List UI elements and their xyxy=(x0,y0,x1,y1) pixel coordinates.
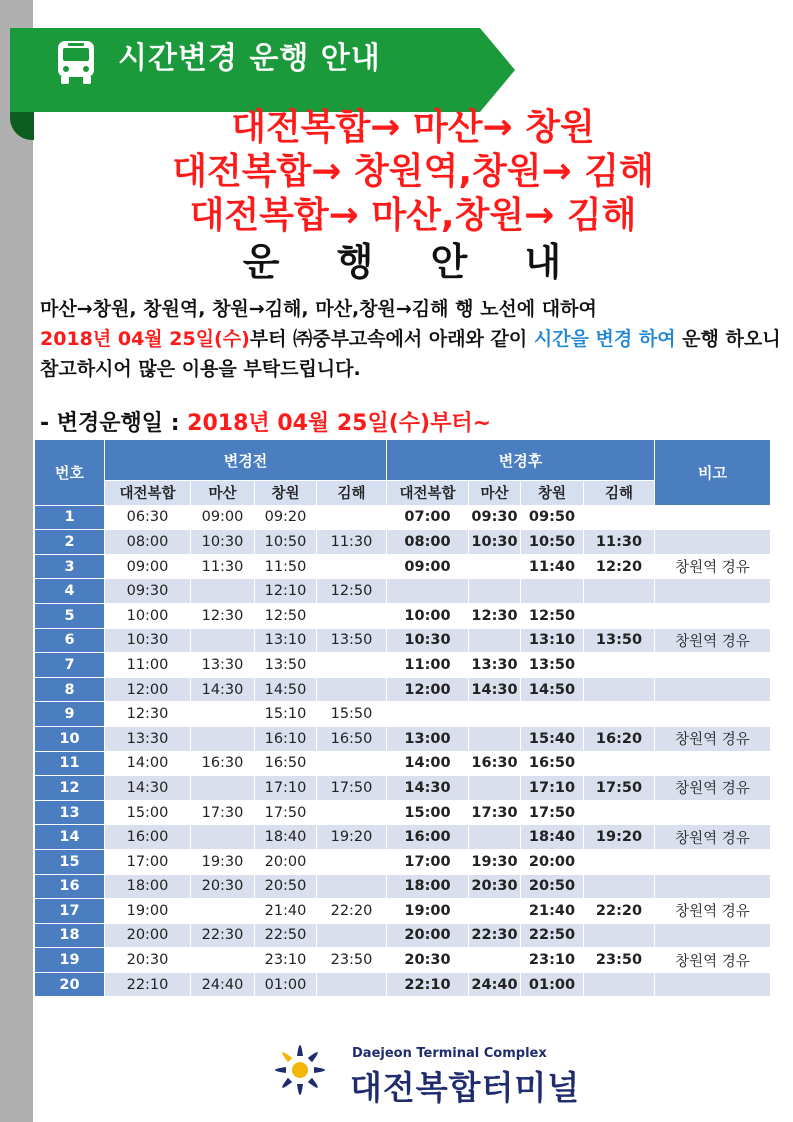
header-number: 번호 xyxy=(35,440,105,506)
time-cell: 13:00 xyxy=(387,726,469,751)
table-row xyxy=(35,603,771,628)
route-line-1: 대전복합→ 마산→ 창원 xyxy=(231,107,595,148)
table-row xyxy=(35,972,771,997)
time-cell xyxy=(584,923,655,948)
time-cell: 09:00 xyxy=(191,505,255,530)
notice-line1: 마산→창원, 창원역, 창원→김해, 마산,창원→김해 행 노선에 대하여 xyxy=(40,298,597,320)
row-number: 20 xyxy=(35,972,105,997)
logo-english: Daejeon Terminal Complex xyxy=(352,1046,547,1061)
time-cell xyxy=(191,726,255,751)
time-cell: 23:50 xyxy=(584,948,655,973)
time-cell: 20:30 xyxy=(469,874,521,899)
table-row xyxy=(35,923,771,948)
time-cell xyxy=(317,603,387,628)
time-cell: 01:00 xyxy=(521,972,584,997)
time-cell xyxy=(469,825,521,850)
row-number: 7 xyxy=(35,653,105,678)
time-cell: 24:40 xyxy=(191,972,255,997)
time-cell xyxy=(469,948,521,973)
time-cell: 22:50 xyxy=(255,923,317,948)
time-cell: 13:30 xyxy=(105,726,191,751)
time-cell: 12:50 xyxy=(317,579,387,604)
time-cell: 20:50 xyxy=(255,874,317,899)
time-cell: 22:30 xyxy=(191,923,255,948)
time-cell: 13:30 xyxy=(469,653,521,678)
time-cell: 20:50 xyxy=(521,874,584,899)
time-cell xyxy=(584,653,655,678)
table-row xyxy=(35,849,771,874)
time-cell xyxy=(191,579,255,604)
time-cell: 10:30 xyxy=(469,530,521,555)
change-date-value: 2018년 04월 25일(수)부터~ xyxy=(187,411,492,436)
table-row xyxy=(35,825,771,850)
table-row xyxy=(35,579,771,604)
time-cell: 14:50 xyxy=(255,677,317,702)
note-cell xyxy=(655,874,771,899)
time-cell: 19:30 xyxy=(191,849,255,874)
time-cell: 17:00 xyxy=(105,849,191,874)
table-row xyxy=(35,702,771,727)
note-cell xyxy=(655,677,771,702)
route-line-3: 대전복합→ 마산,창원→ 김해 xyxy=(189,195,637,236)
time-cell: 07:00 xyxy=(387,505,469,530)
time-cell: 12:20 xyxy=(584,554,655,579)
time-cell: 14:50 xyxy=(521,677,584,702)
time-cell xyxy=(521,579,584,604)
time-cell: 12:50 xyxy=(255,603,317,628)
time-cell: 15:50 xyxy=(317,702,387,727)
row-number: 15 xyxy=(35,849,105,874)
time-cell: 17:10 xyxy=(521,776,584,801)
time-cell: 16:50 xyxy=(521,751,584,776)
time-cell: 16:00 xyxy=(105,825,191,850)
time-cell: 09:00 xyxy=(387,554,469,579)
time-cell: 10:30 xyxy=(387,628,469,653)
time-cell: 11:30 xyxy=(191,554,255,579)
time-cell: 10:50 xyxy=(255,530,317,555)
sub-header: 대전복합 xyxy=(387,481,469,506)
note-cell xyxy=(655,603,771,628)
time-cell: 10:30 xyxy=(191,530,255,555)
time-cell: 20:00 xyxy=(387,923,469,948)
time-cell: 19:30 xyxy=(469,849,521,874)
time-cell: 23:10 xyxy=(255,948,317,973)
notice-paragraph xyxy=(40,294,785,384)
time-cell: 10:00 xyxy=(387,603,469,628)
time-cell xyxy=(317,923,387,948)
bus-icon xyxy=(52,38,100,86)
time-cell: 11:00 xyxy=(387,653,469,678)
time-cell xyxy=(317,653,387,678)
time-cell: 21:40 xyxy=(255,899,317,924)
time-cell xyxy=(317,849,387,874)
time-cell: 18:40 xyxy=(521,825,584,850)
time-cell xyxy=(317,972,387,997)
logo-korean: 대전복합터미널 xyxy=(350,1068,581,1107)
time-cell: 22:10 xyxy=(105,972,191,997)
row-number: 10 xyxy=(35,726,105,751)
time-cell: 14:00 xyxy=(105,751,191,776)
note-cell xyxy=(655,505,771,530)
time-cell xyxy=(317,554,387,579)
change-date xyxy=(40,406,491,437)
row-number: 8 xyxy=(35,677,105,702)
time-cell: 10:50 xyxy=(521,530,584,555)
time-cell: 20:30 xyxy=(387,948,469,973)
time-cell: 16:50 xyxy=(317,726,387,751)
time-cell: 13:10 xyxy=(255,628,317,653)
time-cell: 13:50 xyxy=(255,653,317,678)
change-date-label: - 변경운행일 : xyxy=(40,411,188,436)
time-cell: 12:00 xyxy=(105,677,191,702)
time-cell xyxy=(584,800,655,825)
time-cell: 12:00 xyxy=(387,677,469,702)
time-cell xyxy=(584,677,655,702)
row-number: 17 xyxy=(35,899,105,924)
time-cell: 12:50 xyxy=(521,603,584,628)
time-cell: 23:10 xyxy=(521,948,584,973)
row-number: 19 xyxy=(35,948,105,973)
time-cell: 17:50 xyxy=(521,800,584,825)
time-cell: 14:00 xyxy=(387,751,469,776)
time-cell xyxy=(584,972,655,997)
time-cell: 09:30 xyxy=(105,579,191,604)
time-cell: 01:00 xyxy=(255,972,317,997)
time-cell: 21:40 xyxy=(521,899,584,924)
time-cell xyxy=(191,948,255,973)
time-cell: 17:00 xyxy=(387,849,469,874)
note-cell: 창원역 경유 xyxy=(655,825,771,850)
time-cell: 15:40 xyxy=(521,726,584,751)
time-cell: 14:30 xyxy=(105,776,191,801)
time-cell xyxy=(317,751,387,776)
time-cell: 09:20 xyxy=(255,505,317,530)
banner-title: 시간변경 운행 안내 xyxy=(118,41,381,76)
row-number: 16 xyxy=(35,874,105,899)
header-after: 변경후 xyxy=(387,440,655,481)
time-cell: 11:50 xyxy=(255,554,317,579)
time-cell: 19:00 xyxy=(387,899,469,924)
time-cell: 20:00 xyxy=(521,849,584,874)
note-cell: 창원역 경유 xyxy=(655,726,771,751)
time-cell: 16:30 xyxy=(469,751,521,776)
time-cell: 19:20 xyxy=(317,825,387,850)
time-cell: 16:30 xyxy=(191,751,255,776)
time-cell: 17:50 xyxy=(584,776,655,801)
time-cell: 15:00 xyxy=(105,800,191,825)
schedule-table xyxy=(34,439,771,997)
time-cell: 19:00 xyxy=(105,899,191,924)
time-cell: 17:50 xyxy=(317,776,387,801)
time-cell xyxy=(191,825,255,850)
time-cell xyxy=(191,899,255,924)
notice-highlight: 시간을 변경 하여 xyxy=(533,328,676,350)
time-cell: 18:00 xyxy=(105,874,191,899)
sub-header: 창원 xyxy=(255,481,317,506)
time-cell xyxy=(191,628,255,653)
row-number: 5 xyxy=(35,603,105,628)
time-cell: 23:50 xyxy=(317,948,387,973)
time-cell: 14:30 xyxy=(387,776,469,801)
time-cell xyxy=(191,702,255,727)
time-cell: 13:50 xyxy=(584,628,655,653)
row-number: 12 xyxy=(35,776,105,801)
time-cell: 16:50 xyxy=(255,751,317,776)
time-cell: 16:20 xyxy=(584,726,655,751)
time-cell: 22:10 xyxy=(387,972,469,997)
note-cell: 창원역 경유 xyxy=(655,628,771,653)
sub-header: 김해 xyxy=(317,481,387,506)
table-row xyxy=(35,948,771,973)
time-cell xyxy=(469,776,521,801)
time-cell xyxy=(469,554,521,579)
note-cell xyxy=(655,751,771,776)
time-cell: 12:30 xyxy=(469,603,521,628)
left-margin-bar xyxy=(0,0,33,1122)
time-cell: 20:30 xyxy=(105,948,191,973)
time-cell xyxy=(584,874,655,899)
sub-header: 창원 xyxy=(521,481,584,506)
time-cell: 17:30 xyxy=(469,800,521,825)
time-cell: 12:10 xyxy=(255,579,317,604)
time-cell: 11:30 xyxy=(317,530,387,555)
time-cell: 22:30 xyxy=(469,923,521,948)
time-cell: 22:20 xyxy=(317,899,387,924)
time-cell xyxy=(469,579,521,604)
time-cell xyxy=(469,702,521,727)
row-number: 3 xyxy=(35,554,105,579)
schedule-body xyxy=(35,505,771,997)
row-number: 4 xyxy=(35,579,105,604)
table-row xyxy=(35,628,771,653)
time-cell: 22:20 xyxy=(584,899,655,924)
time-cell: 10:00 xyxy=(105,603,191,628)
table-row xyxy=(35,899,771,924)
table-row xyxy=(35,505,771,530)
table-row xyxy=(35,776,771,801)
notice-mid: 부터 ㈜중부고속에서 아래와 같이 xyxy=(249,328,534,350)
time-cell: 11:00 xyxy=(105,653,191,678)
time-cell: 13:10 xyxy=(521,628,584,653)
time-cell: 10:30 xyxy=(105,628,191,653)
note-cell xyxy=(655,653,771,678)
sub-header: 마산 xyxy=(191,481,255,506)
sub-header: 마산 xyxy=(469,481,521,506)
sub-header: 김해 xyxy=(584,481,655,506)
time-cell: 11:30 xyxy=(584,530,655,555)
time-cell xyxy=(469,726,521,751)
time-cell xyxy=(584,579,655,604)
time-cell: 14:30 xyxy=(191,677,255,702)
time-cell: 13:50 xyxy=(317,628,387,653)
header-before: 변경전 xyxy=(105,440,387,481)
time-cell: 16:10 xyxy=(255,726,317,751)
time-cell xyxy=(584,702,655,727)
row-number: 13 xyxy=(35,800,105,825)
time-cell: 12:30 xyxy=(191,603,255,628)
note-cell: 창원역 경유 xyxy=(655,948,771,973)
time-cell: 20:00 xyxy=(105,923,191,948)
time-cell: 15:10 xyxy=(255,702,317,727)
time-cell: 09:00 xyxy=(105,554,191,579)
time-cell xyxy=(317,800,387,825)
time-cell xyxy=(469,628,521,653)
time-cell: 22:50 xyxy=(521,923,584,948)
table-row xyxy=(35,800,771,825)
guide-title: 운 행 안 내 xyxy=(242,240,584,284)
time-cell xyxy=(191,776,255,801)
time-cell: 14:30 xyxy=(469,677,521,702)
time-cell: 16:00 xyxy=(387,825,469,850)
note-cell: 창원역 경유 xyxy=(655,554,771,579)
sun-logo-icon xyxy=(260,1030,340,1110)
time-cell: 20:00 xyxy=(255,849,317,874)
time-cell xyxy=(317,677,387,702)
note-cell: 창원역 경유 xyxy=(655,776,771,801)
time-cell: 09:30 xyxy=(469,505,521,530)
time-cell xyxy=(387,702,469,727)
note-cell xyxy=(655,800,771,825)
time-cell: 15:00 xyxy=(387,800,469,825)
time-cell: 08:00 xyxy=(105,530,191,555)
row-number: 14 xyxy=(35,825,105,850)
time-cell: 17:30 xyxy=(191,800,255,825)
time-cell xyxy=(584,603,655,628)
note-cell xyxy=(655,972,771,997)
time-cell: 24:40 xyxy=(469,972,521,997)
table-row xyxy=(35,653,771,678)
time-cell: 19:20 xyxy=(584,825,655,850)
note-cell xyxy=(655,702,771,727)
table-row xyxy=(35,726,771,751)
row-number: 9 xyxy=(35,702,105,727)
note-cell xyxy=(655,923,771,948)
time-cell xyxy=(521,702,584,727)
time-cell xyxy=(317,874,387,899)
note-cell xyxy=(655,579,771,604)
route-line-2: 대전복합→ 창원역,창원→ 김해 xyxy=(172,151,654,192)
row-number: 1 xyxy=(35,505,105,530)
time-cell: 17:10 xyxy=(255,776,317,801)
sub-header: 대전복합 xyxy=(105,481,191,506)
note-cell xyxy=(655,530,771,555)
row-number: 6 xyxy=(35,628,105,653)
header-note: 비고 xyxy=(655,440,771,506)
time-cell: 06:30 xyxy=(105,505,191,530)
time-cell: 12:30 xyxy=(105,702,191,727)
time-cell xyxy=(584,505,655,530)
time-cell: 09:50 xyxy=(521,505,584,530)
time-cell: 20:30 xyxy=(191,874,255,899)
note-cell: 창원역 경유 xyxy=(655,899,771,924)
time-cell: 18:00 xyxy=(387,874,469,899)
time-cell: 13:30 xyxy=(191,653,255,678)
time-cell: 11:40 xyxy=(521,554,584,579)
time-cell xyxy=(317,505,387,530)
table-row xyxy=(35,874,771,899)
time-cell xyxy=(469,899,521,924)
row-number: 11 xyxy=(35,751,105,776)
table-row xyxy=(35,677,771,702)
time-cell: 13:50 xyxy=(521,653,584,678)
time-cell: 18:40 xyxy=(255,825,317,850)
row-number: 2 xyxy=(35,530,105,555)
time-cell xyxy=(584,849,655,874)
time-cell xyxy=(387,579,469,604)
notice-tail: 운행 하오니 참고하시어 많은 이용을 부탁드립니다. xyxy=(40,328,781,380)
time-cell: 17:50 xyxy=(255,800,317,825)
table-row xyxy=(35,751,771,776)
time-cell xyxy=(584,751,655,776)
time-cell: 08:00 xyxy=(387,530,469,555)
table-row xyxy=(35,530,771,555)
row-number: 18 xyxy=(35,923,105,948)
table-row xyxy=(35,554,771,579)
note-cell xyxy=(655,849,771,874)
notice-date: 2018년 04월 25일(수) xyxy=(40,328,250,350)
